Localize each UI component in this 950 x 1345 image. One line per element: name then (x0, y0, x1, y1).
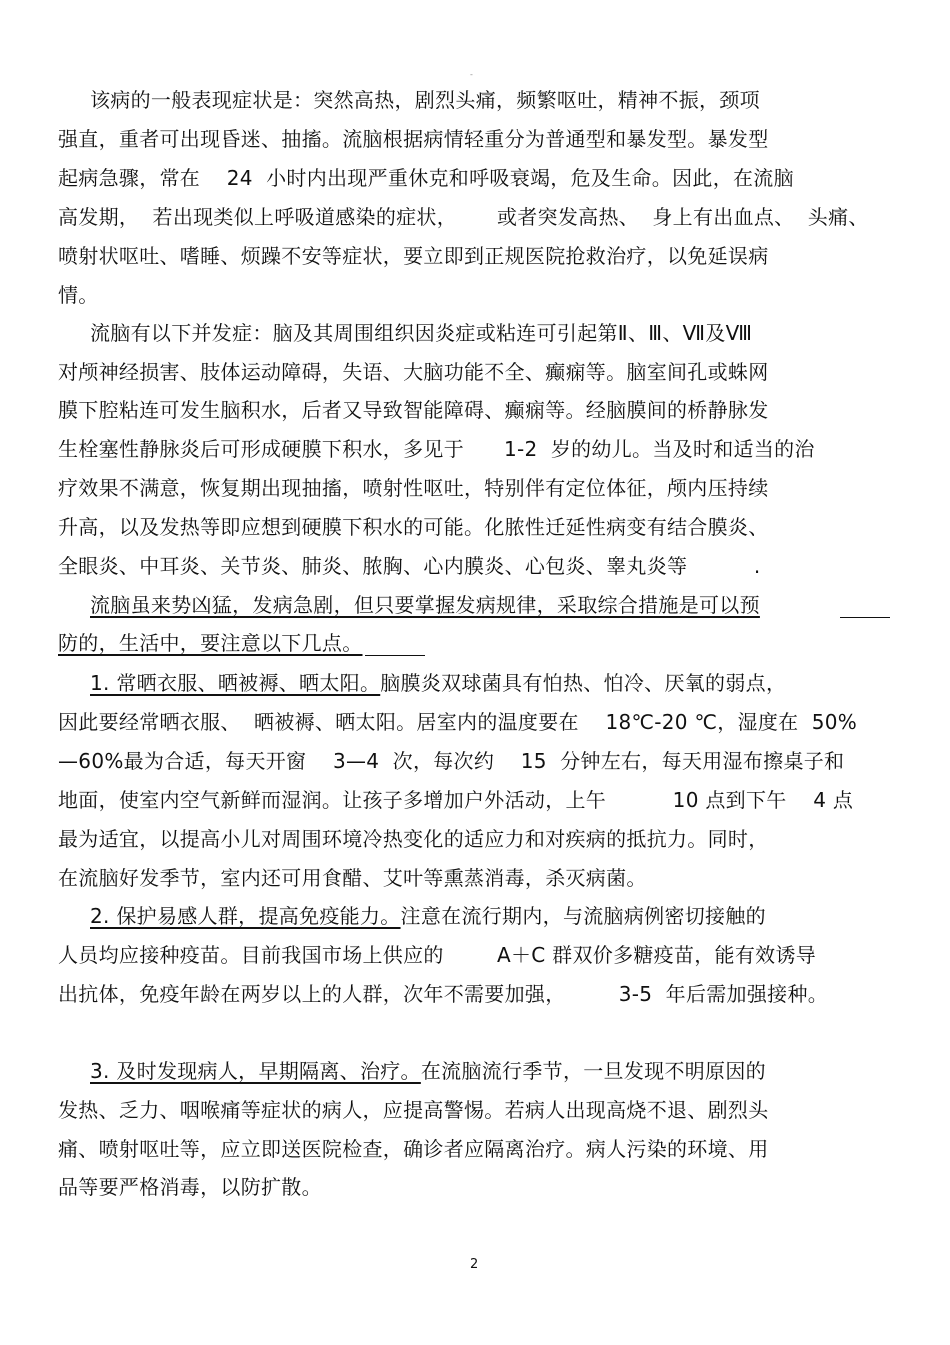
point2-line2: 人员均应接种疫苗。目前我国市场上供应的 A＋C 群双价多糖疫苗，能有效诱导 (58, 943, 817, 967)
para1-line1: 该病的一般表现症状是：突然高热，剧烈头痛，频繁呕吐，精神不振，颈项 (90, 88, 760, 112)
point3-text: 在流脑流行季节，一旦发现不明原因的 (420, 1059, 766, 1083)
para2-line3: 膜下腔粘连可发生脑积水，后者又导致智能障碍、癫痫等。经脑膜间的桥静脉发 (58, 398, 769, 422)
para1-line4: 高发期， 若出现类似上呼吸道感染的症状， 或者突发高热、 身上有出血点、 头痛、 (58, 205, 869, 229)
point3-heading: 3. 及时发现病人，早期隔离、治疗。 (90, 1059, 421, 1083)
para2-line4: 生栓塞性静脉炎后可形成硬膜下积水，多见于 1-2 岁的幼儿。当及时和适当的治 (58, 437, 815, 461)
point3-line4: 品等要严格消毒，以防扩散。 (58, 1175, 322, 1199)
point3-line3: 痛、喷射呕吐等，应立即送医院检查，确诊者应隔离治疗。病人污染的环境、用 (58, 1137, 769, 1161)
point3-line2: 发热、乏力、咽喉痛等症状的病人，应提高警惕。若病人出现高烧不退、剧烈头 (58, 1098, 769, 1122)
para1-line5: 喷射状呕吐、嗜睡、烦躁不安等症状，要立即到正规医院抢救治疗，以免延误病 (58, 244, 769, 268)
para1-line6: 情。 (58, 283, 99, 307)
point2-line1 (90, 903, 766, 929)
point1-line4: 地面，使室内空气新鲜而湿润。让孩子多增加户外活动，上午 10 点到下午 4 点 (58, 788, 854, 812)
para1-line2: 强直，重者可出现昏迷、抽搐。流脑根据病情轻重分为普通型和暴发型。暴发型 (58, 127, 769, 151)
point2-text: 注意在流行期内，与流脑病例密切接触的 (400, 904, 766, 928)
para2-line2: 对颅神经损害、肢体运动障碍，失语、大脑功能不全、癫痫等。脑室间孔或蛛网 (58, 360, 769, 384)
point2-line3: 出抗体，免疫年龄在两岁以上的人群，次年不需要加强， 3-5 年后需加强接种。 (58, 982, 829, 1006)
point1-line3: —60%最为合适，每天开窗 3—4 次，每次约 15 分钟左右，每天用湿布擦桌子和 (58, 749, 845, 773)
point3-line1 (90, 1058, 766, 1084)
point1-line1 (90, 670, 786, 696)
para2-line5: 疗效果不满意，恢复期出现抽搐，喷射性呕吐，特别伴有定位体征，颅内压持续 (58, 476, 769, 500)
point1-line5: 最为适宜，以提高小儿对周围环境冷热变化的适应力和对疾病的抵抗力。同时， (58, 827, 769, 851)
point1-heading: 1. 常晒衣服、晒被褥、晒太阳。 (90, 671, 381, 695)
top-mark: - (470, 70, 473, 79)
para2-line1: 流脑有以下并发症：脑及其周围组织因炎症或粘连可引起第Ⅱ、Ⅲ、Ⅶ及Ⅷ (90, 321, 753, 345)
point1-line2: 因此要经常晒衣服、 晒被褥、晒太阳。居室内的温度要在 18℃-20 ℃，湿度在 50% (58, 710, 858, 734)
para2-line7: 全眼炎、中耳炎、关节炎、肺炎、脓胸、心内膜炎、心包炎、睾丸炎等 . (58, 554, 761, 578)
point2-heading: 2. 保护易感人群，提高免疫能力。 (90, 904, 401, 928)
underline-extension (840, 617, 890, 618)
para1-line3: 起病急骤，常在 24 小时内出现严重休克和呼吸衰竭，危及生命。因此，在流脑 (58, 166, 794, 190)
para3-line2: 防的，生活中，要注意以下几点。 (58, 631, 363, 655)
point1-text: 脑膜炎双球菌具有怕热、怕冷、厌氧的弱点， (380, 671, 787, 695)
para3-line1: 流脑虽来势凶猛，发病急剧，但只要掌握发病规律，采取综合措施是可以预 (90, 593, 760, 617)
para2-line6: 升高，以及发热等即应想到硬膜下积水的可能。化脓性迁延性病变有结合膜炎、 (58, 515, 769, 539)
point1-line6: 在流脑好发季节，室内还可用食醋、艾叶等熏蒸消毒，杀灭病菌。 (58, 866, 647, 890)
page-number: 2 (470, 1257, 479, 1272)
underline-extension (365, 655, 425, 656)
